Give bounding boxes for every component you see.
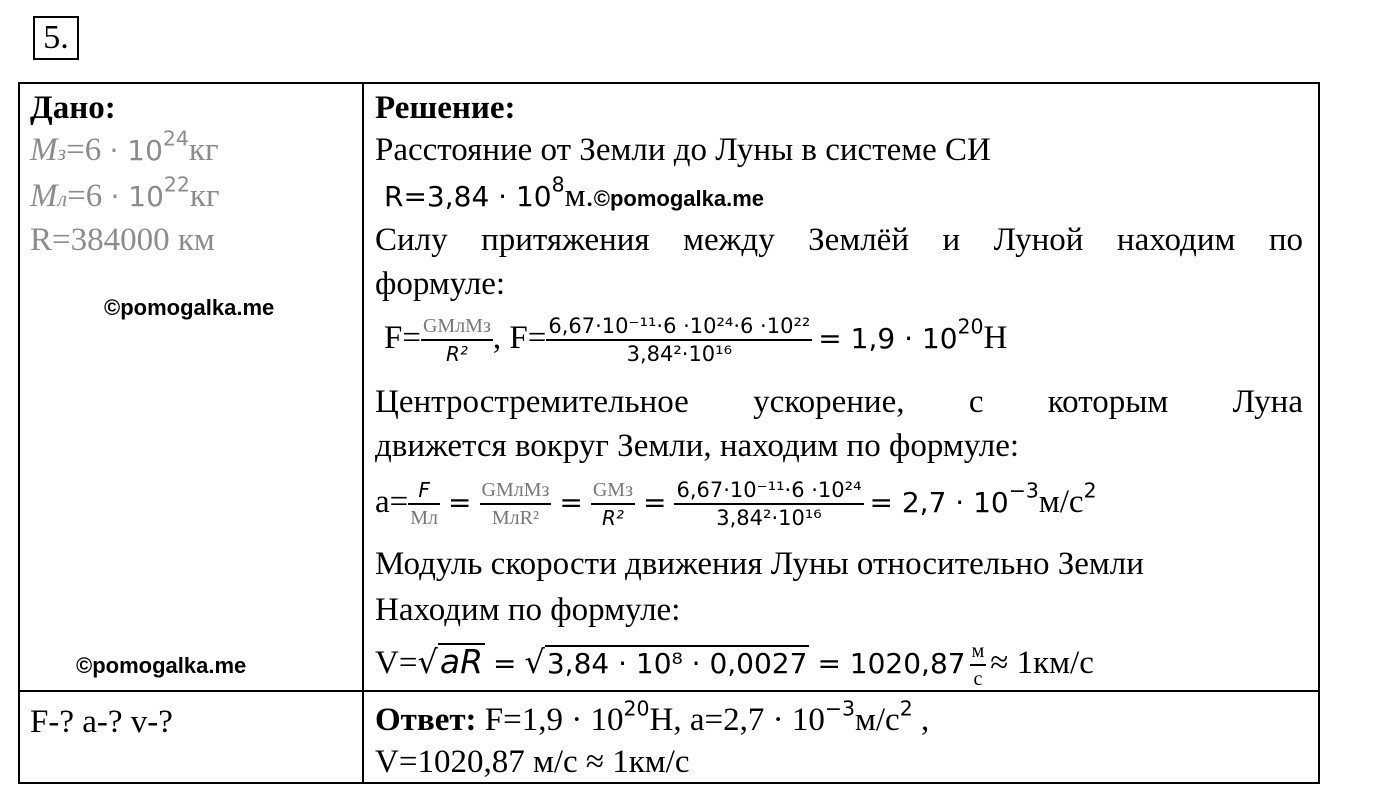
solution-line-si: Расстояние от Земли до Луны в системе СИ	[375, 132, 991, 168]
watermark: ©pomogalka.me	[104, 295, 275, 320]
accel-formula	[375, 472, 1097, 533]
earth-mass-unit: кг	[188, 132, 219, 168]
earth-mass-sub: з	[57, 140, 67, 165]
accel-eq-1: =	[448, 486, 472, 519]
force-formula	[384, 310, 1007, 367]
watermark: ©pomogalka.me	[593, 186, 765, 211]
solution-header: Решение:	[375, 90, 516, 126]
find-quantities: F-? a-? v-?	[30, 704, 173, 740]
accel-eq-2: =	[559, 486, 583, 519]
sqrt-icon: √	[524, 643, 545, 681]
velocity-unit-den: с	[973, 668, 983, 691]
given-moon-mass	[30, 172, 220, 219]
distance-si-exp: 8	[551, 172, 565, 197]
sqrt-icon: √	[417, 643, 438, 681]
accel-result-exp: −3	[1008, 478, 1039, 503]
force-sep: , F=	[492, 320, 547, 356]
moon-mass-value: · 10	[110, 180, 164, 213]
accel-eq-3: =	[643, 486, 667, 519]
moon-mass-symbol: M	[30, 178, 58, 214]
answer-force-exp: 20	[623, 696, 650, 721]
answer-label: Ответ:	[375, 702, 477, 738]
velocity-result: = 1020,87	[817, 647, 966, 680]
solution-line-accel-formula: движется вокруг Земли, находим по формуле:	[375, 428, 1020, 464]
solution-line-velocity-formula: Находим по формуле:	[375, 592, 681, 628]
force-lhs: F=	[384, 320, 421, 356]
accel-f3-num: GMз	[591, 477, 635, 505]
answer-tail: ,	[912, 702, 930, 738]
earth-mass-symbol: M	[30, 132, 58, 168]
answer-force: F=1,9 · 10	[476, 702, 624, 738]
force-numeric-fraction	[546, 313, 812, 367]
watermark: ©pomogalka.me	[76, 653, 247, 678]
answer-accel-exp: −3	[824, 696, 855, 721]
force-symbolic-fraction	[421, 313, 493, 367]
answer-accel: Н, a=2,7 · 10	[649, 702, 825, 738]
accel-f3-den: R²	[601, 506, 624, 531]
accel-fraction-1	[408, 477, 440, 531]
earth-mass-eq: =6	[66, 132, 110, 168]
moon-mass-sub: л	[57, 186, 68, 211]
given-distance: R=384000 км	[30, 222, 215, 258]
solution-line-formula: формуле:	[375, 266, 506, 302]
force-result-exp: 20	[957, 314, 984, 339]
answer-accel-unit: м/с	[855, 702, 900, 738]
force-result-unit: Н	[983, 320, 1008, 356]
velocity-lhs: V=	[375, 645, 418, 681]
moon-mass-unit: кг	[189, 178, 220, 214]
velocity-radicand-1: aR	[439, 642, 483, 681]
accel-result-unit-exp: 2	[1083, 478, 1097, 503]
velocity-formula	[375, 634, 1094, 692]
velocity-radicand-2: 3,84 · 10⁸ · 0,0027	[546, 647, 808, 680]
earth-mass-value: · 10	[109, 134, 163, 167]
column-divider	[362, 84, 364, 782]
velocity-unit-num: м	[970, 638, 987, 666]
force-result: = 1,9 · 10	[818, 322, 958, 355]
solution-line-velocity-intro: Модуль скорости движения Луны относительно Земли	[375, 546, 1144, 582]
earth-mass-exp: 24	[162, 126, 189, 151]
force-symbolic-den: R²	[445, 342, 468, 367]
velocity-eq-1: =	[493, 647, 517, 680]
answer-line-2: V=1020,87 м/с ≈ 1км/с	[375, 744, 690, 780]
solution-line-force-intro: Силу притяжения между Землёй и Луной находим по	[375, 222, 1303, 258]
moon-mass-exp: 22	[163, 172, 190, 197]
force-numeric-den: 3,84²·10¹⁶	[626, 342, 733, 367]
answer-accel-unit-exp: 2	[899, 696, 913, 721]
velocity-unit-fraction	[970, 638, 987, 692]
velocity-approx: ≈ 1км/с	[990, 645, 1094, 681]
given-header: Дано:	[30, 90, 116, 126]
distance-si-value: R=3,84 · 10	[384, 180, 552, 213]
distance-si	[384, 172, 765, 219]
moon-mass-eq: =6	[67, 178, 111, 214]
force-numeric-num: 6,67·10⁻¹¹·6 ·10²⁴·6 ·10²²	[546, 313, 812, 341]
accel-f1-num: F	[408, 477, 440, 505]
force-symbolic-num: GMлMз	[421, 313, 493, 341]
problem-number: 5.	[33, 16, 79, 60]
accel-f2-num: GMлMз	[480, 477, 552, 505]
accel-result-unit: м/с	[1038, 484, 1084, 520]
accel-fraction-3	[591, 477, 635, 531]
accel-f2-den: MлR²	[491, 507, 539, 530]
distance-si-unit: м.	[564, 178, 594, 214]
answer-line-1	[375, 696, 930, 740]
solution-line-accel-intro: Центростремительное ускорение, с которым Луна	[375, 384, 1303, 420]
accel-lhs: a=	[375, 484, 409, 520]
given-earth-mass	[30, 126, 219, 173]
accel-f4-num: 6,67·10⁻¹¹·6 ·10²⁴	[674, 477, 863, 505]
accel-fraction-2	[480, 477, 552, 531]
accel-f4-den: 3,84²·10¹⁶	[716, 506, 822, 531]
accel-fraction-4	[674, 477, 863, 531]
accel-result: = 2,7 · 10	[869, 486, 1009, 519]
accel-f1-den: Mл	[410, 507, 439, 530]
